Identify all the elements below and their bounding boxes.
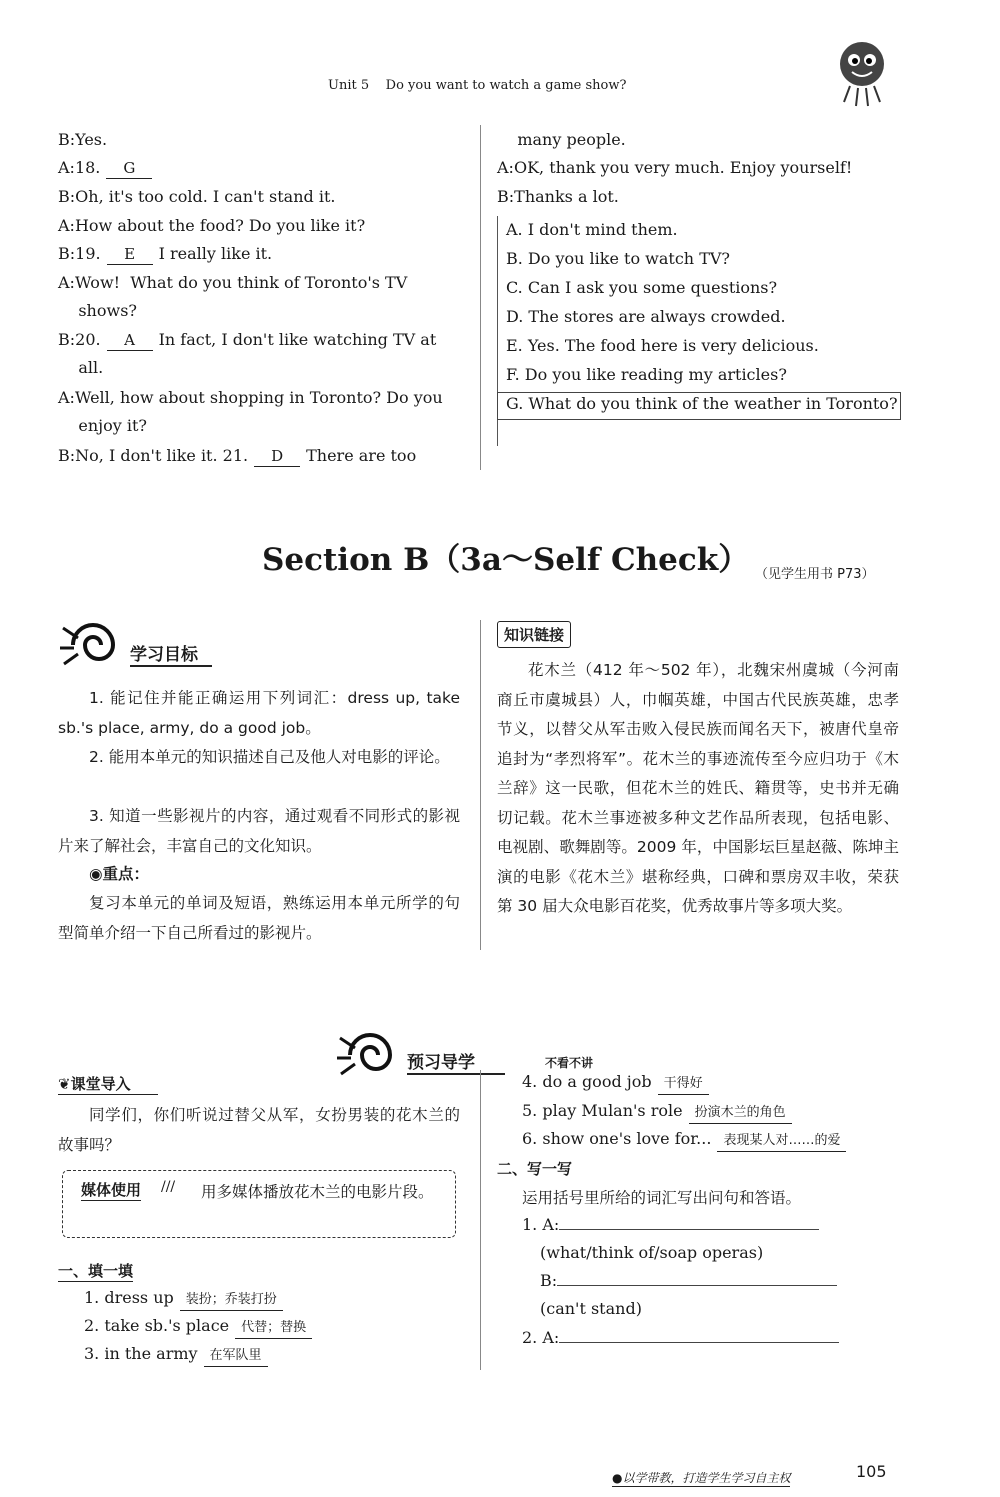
fill-item-5: 5. play Mulan's role 扮演木兰的角色 bbox=[522, 1101, 792, 1124]
goal-item-1: 1. 能记住并能正确运用下列词汇：dress up, take sb.'s place, army, do a good job。 bbox=[58, 689, 460, 737]
section-title: Section B（3a～Self Check） bbox=[262, 542, 750, 578]
dialogue-line: all. bbox=[58, 358, 104, 377]
option-item: A. I don't mind them. bbox=[506, 220, 678, 239]
page-header: Unit 5 Do you want to watch a game show? bbox=[328, 78, 627, 93]
goal-item-2: 2. 能用本单元的知识描述自己及他人对电影的评论。 bbox=[89, 748, 450, 766]
answer-line[interactable] bbox=[559, 1229, 819, 1230]
fill-item-2: 2. take sb.'s place 代替；替换 bbox=[84, 1316, 312, 1339]
fill-item-3: 3. in the army 在军队里 bbox=[84, 1344, 268, 1367]
mascot-icon bbox=[832, 36, 892, 108]
dialogue-line: B:20. A In fact, I don't like watching TV at bbox=[58, 330, 437, 349]
media-label: 媒体使用 bbox=[81, 1181, 142, 1199]
key-point-text: 复习本单元的单词及短语，熟练运用本单元所学的句型简单介绍一下自己所看过的影视片。 bbox=[58, 894, 460, 942]
goal-item-3: 3. 知道一些影视片的内容，通过观看不同形式的影视片来了解社会，丰富自己的文化知识。 bbox=[58, 807, 460, 855]
write-q2-a: 2. A: bbox=[522, 1328, 839, 1348]
swirl-icon bbox=[58, 618, 128, 672]
answer-blank: G bbox=[106, 158, 152, 179]
preview-heading: 预习导学 bbox=[407, 1048, 505, 1075]
write-q1-hint: (what/think of/soap operas) bbox=[540, 1243, 764, 1262]
dialogue-line: A:Wow! What do you think of Toronto's TV bbox=[58, 273, 408, 292]
answer-blank: D bbox=[254, 446, 300, 467]
reference-note: （见学生用书 P73） bbox=[755, 567, 875, 582]
dialogue-line: A:OK, thank you very much. Enjoy yourself! bbox=[497, 158, 853, 177]
option-item: F. Do you like reading my articles? bbox=[506, 365, 787, 384]
dialogue-line: B:Yes. bbox=[58, 130, 108, 149]
dialogue-line: B:No, I don't like it. 21. D There are too bbox=[58, 446, 417, 465]
option-item: C. Can I ask you some questions? bbox=[506, 278, 778, 297]
answer-line[interactable] bbox=[557, 1285, 837, 1286]
intro-text: 同学们，你们听说过替父从军，女扮男装的花木兰的故事吗？ bbox=[58, 1106, 460, 1154]
intro-underline bbox=[58, 1094, 158, 1095]
write-q1-b: B: bbox=[540, 1271, 837, 1291]
goals-banner bbox=[58, 618, 278, 672]
knowledge-text: 花木兰（412 年～502 年），北魏宋州虞城（今河南商丘市虞城县）人，巾帼英雄，中国古代民族英雄，忠孝节义，以替父从军击败入侵民族而闻名天下，被唐代皇帝追封为“孝烈将军”。花木兰的事迹流传至今应归功于《木兰辞》这一民歌，但花木兰的姓氏、籍贯等，史书并无确切记载。花木兰事迹被多种文艺作品所表现，包括电影、电视剧、歌舞剧等。2009 年，中国影坛巨星赵薇、陈坤主演的电影《花木兰》堪称经典，口碑和票房双丰收，荣获第 30 届大众电影百花奖，优秀故事片等多项大奖。 bbox=[497, 661, 899, 915]
answer-blank: A bbox=[107, 330, 153, 351]
swirl-icon bbox=[335, 1028, 405, 1082]
answer-blank: E bbox=[107, 244, 153, 265]
slash-icon: /// bbox=[161, 1179, 176, 1195]
footer-slogan: ●以学带教，打造学生学习自主权 bbox=[612, 1471, 791, 1485]
dialogue-line: enjoy it? bbox=[58, 416, 147, 435]
class-intro-label: ❦课堂导入 bbox=[58, 1075, 131, 1093]
fill-item-6: 6. show one's love for... 表现某人对……的爱 bbox=[522, 1129, 846, 1152]
key-point-label: ◉重点： bbox=[89, 865, 150, 883]
column-divider bbox=[480, 1070, 481, 1370]
preview-subheading: 不看不讲 bbox=[545, 1056, 594, 1070]
dialogue-line: A:18. G bbox=[58, 158, 158, 179]
option-item: E. Yes. The food here is very delicious. bbox=[506, 336, 819, 355]
option-item: B. Do you like to watch TV? bbox=[506, 249, 730, 268]
dialogue-line: B:19. E I really like it. bbox=[58, 244, 273, 263]
column-divider bbox=[480, 125, 481, 470]
option-item: D. The stores are always crowded. bbox=[506, 307, 786, 326]
dialogue-line: shows? bbox=[58, 301, 137, 320]
knowledge-label: 知识链接 bbox=[497, 621, 571, 648]
goals-heading: 学习目标 bbox=[130, 640, 212, 667]
media-text: 用多媒体播放花木兰的电影片段。 bbox=[201, 1183, 434, 1201]
dialogue-line: A:How about the food? Do you like it? bbox=[58, 216, 366, 235]
write-q1-b-hint: (can't stand) bbox=[540, 1299, 642, 1318]
option-highlight-box bbox=[497, 392, 901, 420]
dialogue-line: B:Thanks a lot. bbox=[497, 187, 619, 206]
write-heading: 二、写一写 bbox=[497, 1160, 573, 1178]
dialogue-line: B:Oh, it's too cold. I can't stand it. bbox=[58, 187, 336, 206]
dialogue-line: many people. bbox=[497, 130, 626, 149]
fill-item-1: 1. dress up 装扮；乔装打扮 bbox=[84, 1288, 283, 1311]
option-item: G. What do you think of the weather in Toronto? bbox=[506, 394, 898, 413]
write-q1-a: 1. A: bbox=[522, 1215, 819, 1235]
page-number: 105 bbox=[856, 1462, 887, 1481]
fill-heading: 一、填一填 bbox=[58, 1262, 134, 1280]
media-box bbox=[62, 1170, 456, 1238]
answer-line[interactable] bbox=[559, 1342, 839, 1343]
column-divider bbox=[480, 620, 481, 950]
dialogue-line: A:Well, how about shopping in Toronto? Do you bbox=[58, 388, 443, 407]
leaf-icon: ❦ bbox=[58, 1075, 71, 1093]
write-instruction: 运用括号里所给的词汇写出问句和答语。 bbox=[522, 1189, 802, 1207]
fill-item-4: 4. do a good job 干得好 bbox=[522, 1072, 709, 1095]
